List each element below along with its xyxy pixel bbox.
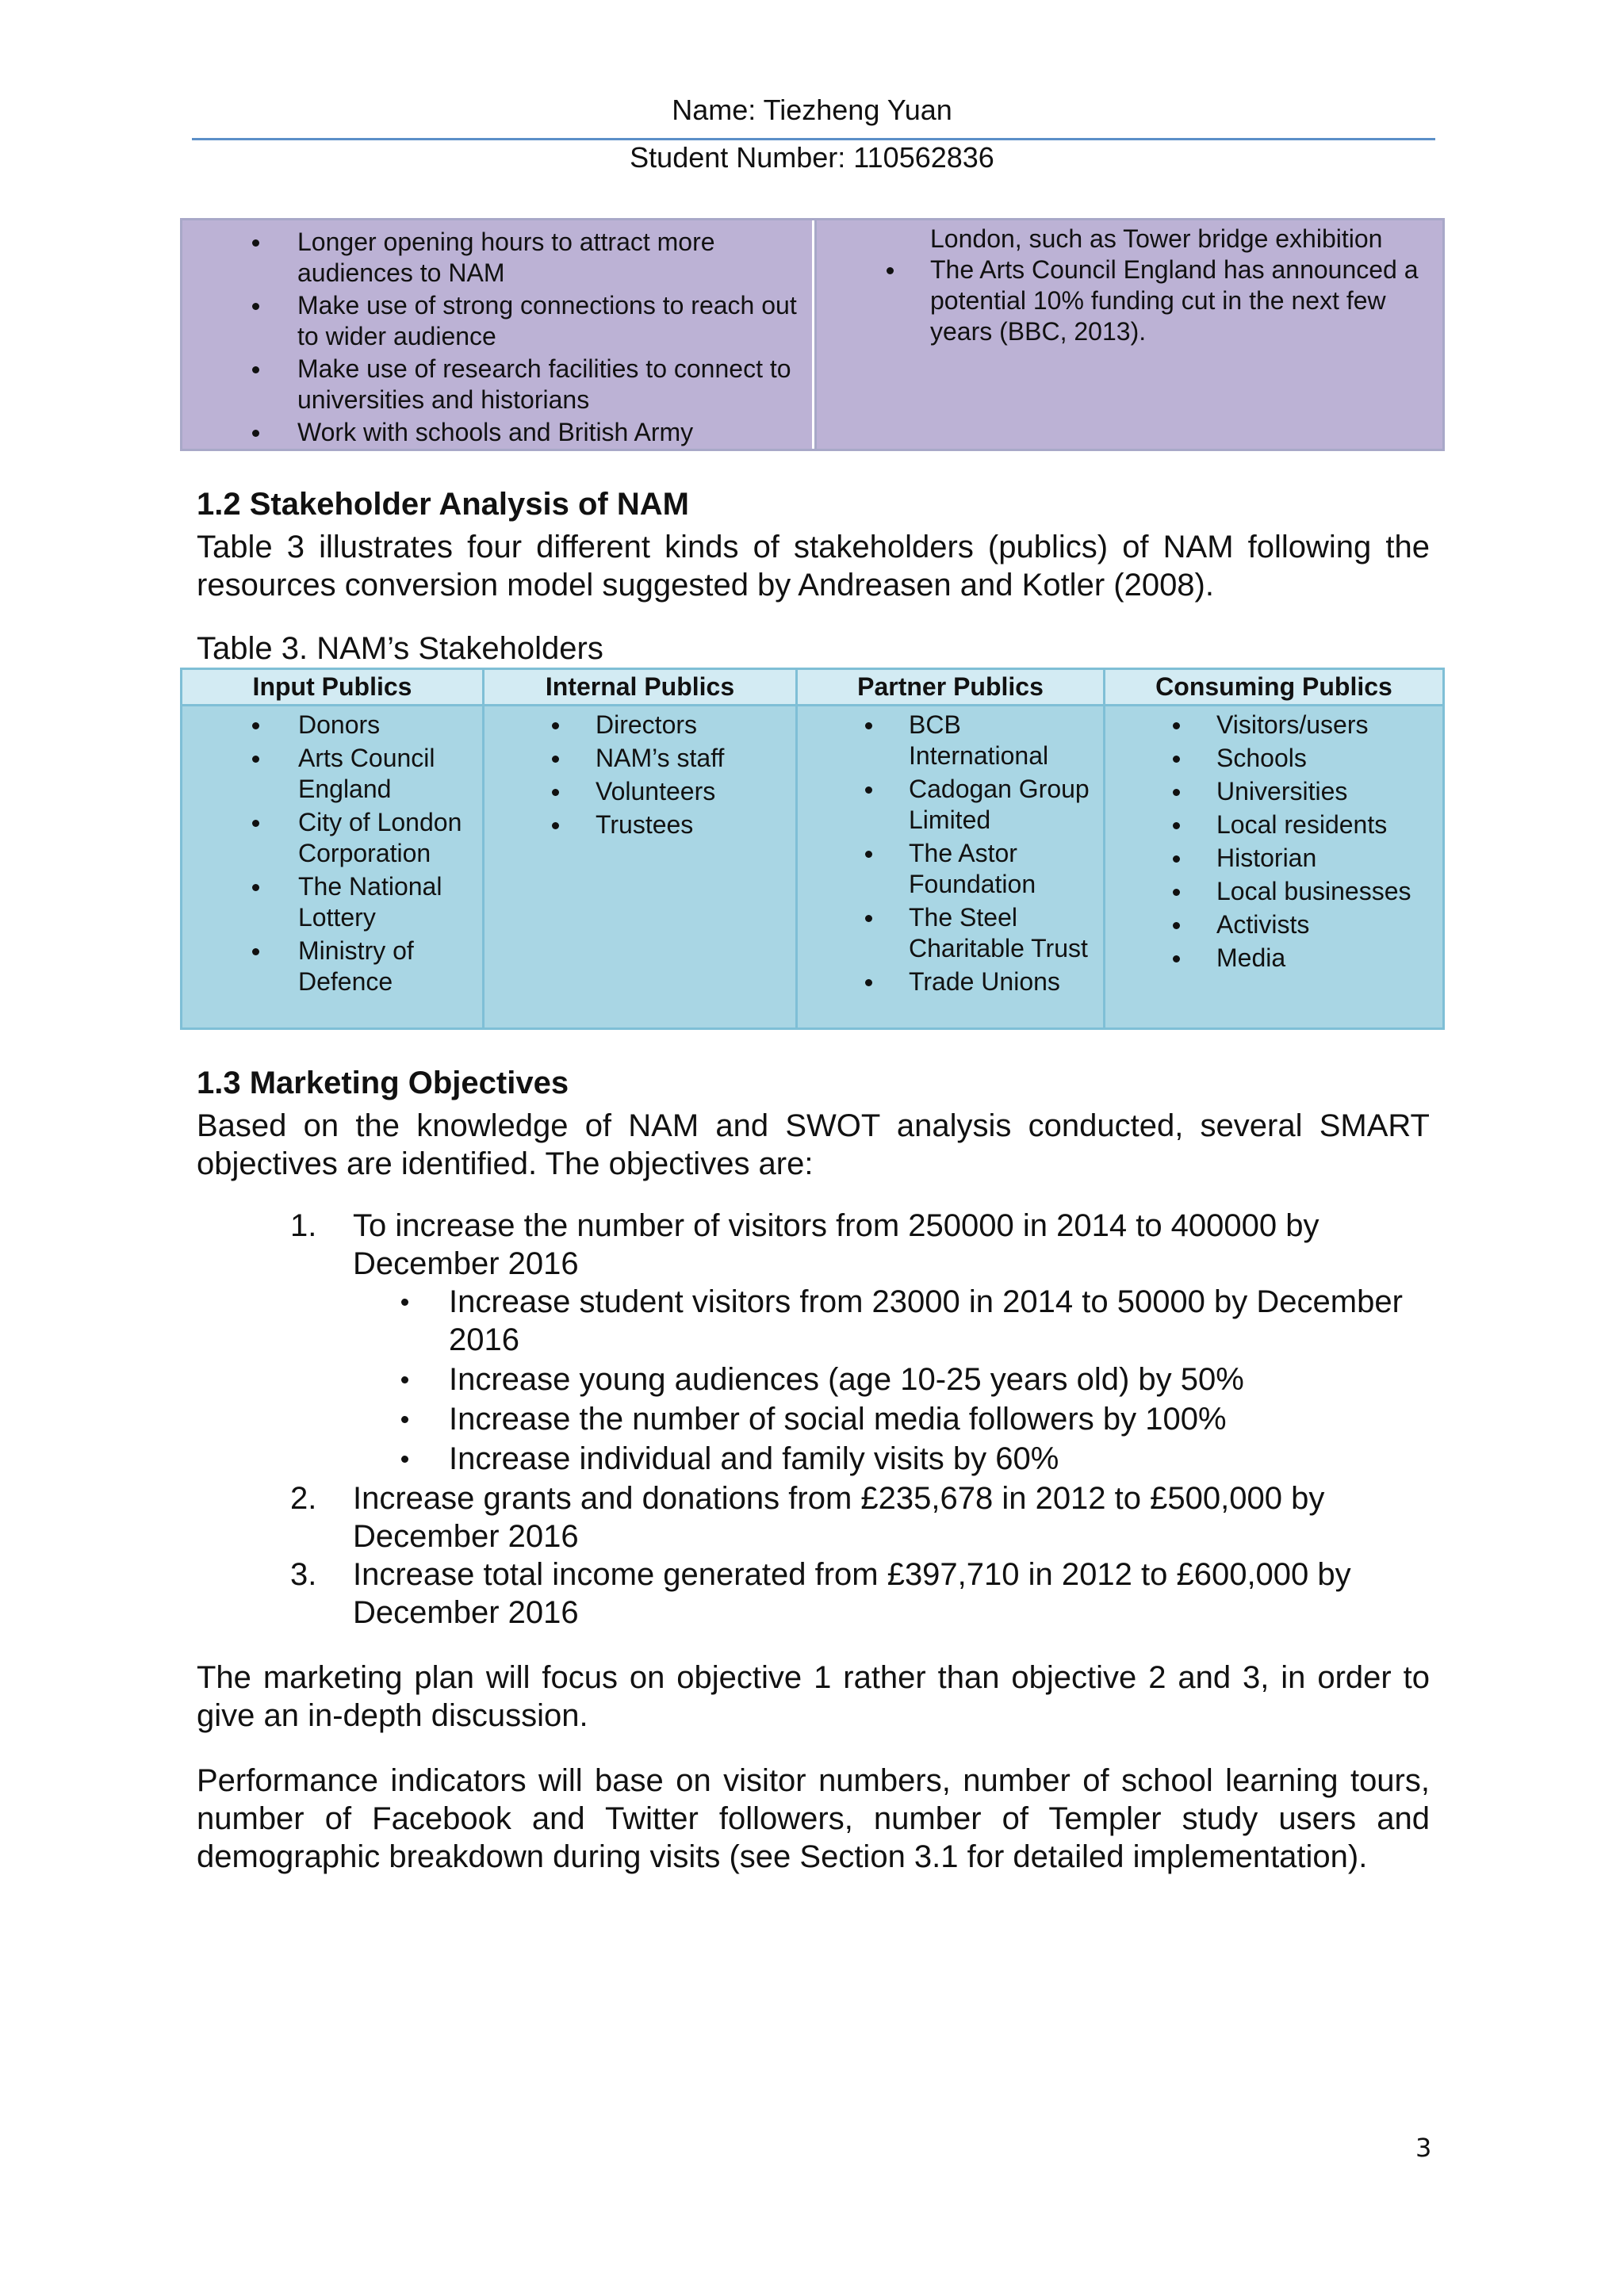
swot-list-item bbox=[182, 417, 812, 448]
bullet-icon bbox=[252, 303, 259, 310]
bullet-icon bbox=[552, 789, 559, 796]
stakeholder-item-text: Universities bbox=[1216, 777, 1348, 806]
kpi-paragraph: Performance indicators will base on visitor numbers, number of school learning tours, number of Facebook and Twitter followers, number of Templer study users and demographic breakdown during visits (see Section 3.1 for detailed implementation). bbox=[197, 1763, 1430, 1874]
column-consuming-publics bbox=[1105, 706, 1442, 1027]
bullet-icon bbox=[865, 722, 872, 729]
stakeholder-item bbox=[485, 710, 795, 740]
section-heading-objectives: 1.3 Marketing Objectives bbox=[197, 1066, 569, 1100]
column-header-consuming: Consuming Publics bbox=[1155, 672, 1392, 701]
swot-table-continuation bbox=[180, 218, 1445, 451]
focus-paragraph: The marketing plan will focus on objective 1 rather than objective 2 and 3, in order to give an in-depth discussion. bbox=[197, 1660, 1430, 1733]
column-header-partner: Partner Publics bbox=[798, 670, 1105, 704]
stakeholder-item-text: Ministry of Defence bbox=[298, 936, 414, 996]
stakeholder-item-text: The National Lottery bbox=[298, 872, 442, 932]
stakeholder-item-text: The Steel Charitable Trust bbox=[909, 903, 1088, 962]
bullet-icon bbox=[1173, 855, 1180, 863]
swot-list-item bbox=[182, 354, 812, 415]
bullet-icon bbox=[865, 979, 872, 986]
objective-sub-item bbox=[197, 1360, 1434, 1399]
bullet-icon bbox=[252, 948, 259, 955]
objective-sub-text: Increase individual and family visits by 60% bbox=[449, 1441, 1059, 1476]
stakeholder-item bbox=[485, 743, 795, 774]
bullet-icon bbox=[1173, 889, 1180, 896]
bullet-icon bbox=[552, 722, 559, 729]
objectives-list bbox=[197, 1207, 1434, 1632]
stakeholder-item bbox=[182, 743, 482, 805]
bullet-icon bbox=[1173, 756, 1180, 763]
bullet-icon bbox=[552, 822, 559, 829]
stakeholder-item-text: City of London Corporation bbox=[298, 808, 462, 867]
stakeholder-item bbox=[485, 809, 795, 840]
header-name: Name: Tiezheng Yuan bbox=[672, 94, 952, 126]
stakeholder-item bbox=[798, 710, 1103, 771]
stakeholder-item bbox=[798, 902, 1103, 964]
stakeholder-item bbox=[1105, 876, 1442, 907]
stakeholder-item bbox=[1105, 710, 1442, 740]
swot-list-item bbox=[182, 227, 812, 289]
page-number: 3 bbox=[1415, 2133, 1432, 2163]
bullet-icon bbox=[401, 1416, 408, 1423]
stakeholder-item-text: The Astor Foundation bbox=[909, 839, 1036, 898]
stakeholder-item-text: BCB International bbox=[909, 710, 1049, 770]
stakeholder-item-text: Schools bbox=[1216, 744, 1307, 772]
header-divider bbox=[192, 138, 1435, 140]
objective-sub-text: Increase the number of social media followers by 100% bbox=[449, 1402, 1227, 1437]
bullet-icon bbox=[1173, 922, 1180, 929]
stakeholder-item-text: Visitors/users bbox=[1216, 710, 1369, 739]
bullet-icon bbox=[1173, 822, 1180, 829]
bullet-icon bbox=[552, 756, 559, 763]
bullet-icon bbox=[1173, 955, 1180, 962]
objective-text: Increase total income generated from £397,710 in 2012 to £600,000 by December 2016 bbox=[353, 1557, 1351, 1630]
objective-sub-item bbox=[197, 1283, 1434, 1359]
bullet-icon bbox=[401, 1456, 408, 1463]
objective-item bbox=[197, 1207, 1434, 1283]
swot-list-item-text: Longer opening hours to attract more audiences to NAM bbox=[297, 228, 715, 287]
table-caption: Table 3. NAM’s Stakeholders bbox=[197, 631, 603, 666]
stakeholder-item-text: Historian bbox=[1216, 844, 1317, 872]
column-header-internal: Internal Publics bbox=[485, 670, 798, 704]
bullet-icon bbox=[865, 851, 872, 858]
stakeholder-item bbox=[798, 966, 1103, 997]
column-input-publics bbox=[182, 706, 485, 1027]
column-internal-publics bbox=[485, 706, 798, 1027]
bullet-icon bbox=[252, 884, 259, 891]
bullet-icon bbox=[401, 1299, 408, 1306]
objective-number: 2. bbox=[290, 1481, 317, 1516]
stakeholders-table-header bbox=[182, 670, 1442, 706]
stakeholder-item bbox=[1105, 843, 1442, 874]
stakeholder-item-text: Arts Council England bbox=[298, 744, 435, 803]
stakeholder-item-text: Trade Unions bbox=[909, 967, 1060, 996]
bullet-icon bbox=[887, 267, 894, 274]
stakeholder-item bbox=[182, 871, 482, 933]
section-heading-stakeholders: 1.2 Stakeholder Analysis of NAM bbox=[197, 487, 689, 522]
stakeholder-item-text: Donors bbox=[298, 710, 381, 739]
stakeholder-item bbox=[1105, 943, 1442, 974]
stakeholder-item bbox=[1105, 909, 1442, 940]
stakeholder-item bbox=[798, 838, 1103, 900]
stakeholder-item bbox=[1105, 776, 1442, 807]
stakeholder-item-text: Media bbox=[1216, 943, 1286, 972]
stakeholder-item-text: Local businesses bbox=[1216, 877, 1411, 905]
swot-opportunities-cell bbox=[182, 220, 814, 449]
stakeholder-item-text: Local residents bbox=[1216, 810, 1388, 839]
bullet-icon bbox=[252, 239, 259, 247]
stakeholders-table bbox=[180, 668, 1445, 1030]
objective-sub-text: Increase young audiences (age 10-25 years old) by 50% bbox=[449, 1362, 1244, 1397]
objective-text: To increase the number of visitors from 250000 in 2014 to 400000 by December 2016 bbox=[353, 1208, 1320, 1281]
bullet-icon bbox=[252, 722, 259, 729]
objective-text: Increase grants and donations from £235,678 in 2012 to £500,000 by December 2016 bbox=[353, 1481, 1325, 1554]
objectives-intro: Based on the knowledge of NAM and SWOT analysis conducted, several SMART objectives are identified. The objectives are: bbox=[197, 1108, 1430, 1181]
stakeholder-item bbox=[1105, 809, 1442, 840]
swot-list-item-text: The Arts Council England has announced a potential 10% funding cut in the next few years (BBC, 2013). bbox=[930, 255, 1419, 346]
stakeholder-item-text: Cadogan Group Limited bbox=[909, 775, 1090, 834]
stakeholder-item-text: Trustees bbox=[596, 810, 694, 839]
header-student-number: Student Number: 110562836 bbox=[630, 141, 994, 174]
stakeholder-item-text: NAM’s staff bbox=[596, 744, 725, 772]
swot-list-item bbox=[182, 290, 812, 352]
stakeholder-item bbox=[798, 774, 1103, 836]
swot-list-item-text: Make use of research facilities to connect to universities and historians bbox=[297, 354, 791, 414]
swot-threat-continuation: London, such as Tower bridge exhibition bbox=[930, 224, 1383, 253]
bullet-icon bbox=[1173, 789, 1180, 796]
swot-list-item-text: Make use of strong connections to reach out to wider audience bbox=[297, 291, 797, 350]
stakeholder-item bbox=[182, 807, 482, 869]
bullet-icon bbox=[252, 430, 259, 437]
stakeholder-item bbox=[1105, 743, 1442, 774]
bullet-icon bbox=[252, 366, 259, 373]
column-partner-publics bbox=[798, 706, 1105, 1027]
objective-number: 3. bbox=[290, 1557, 317, 1592]
stakeholder-item bbox=[182, 936, 482, 997]
objective-sub-item bbox=[197, 1440, 1434, 1478]
stakeholder-item bbox=[182, 710, 482, 740]
swot-threats-cell bbox=[814, 220, 1442, 449]
swot-list-item-text: Work with schools and British Army bbox=[297, 418, 694, 446]
stakeholders-paragraph: Table 3 illustrates four different kinds of stakeholders (publics) of NAM following the resources conversion model suggested by Andreasen and Kotler (2008). bbox=[197, 530, 1430, 603]
objective-number: 1. bbox=[290, 1208, 317, 1243]
objective-sub-text: Increase student visitors from 23000 in 2014 to 50000 by December 2016 bbox=[449, 1284, 1403, 1357]
bullet-icon bbox=[252, 820, 259, 827]
objective-sub-item bbox=[197, 1400, 1434, 1438]
bullet-icon bbox=[1173, 722, 1180, 729]
column-header-input: Input Publics bbox=[182, 670, 485, 704]
swot-list-item bbox=[817, 254, 1442, 347]
stakeholder-item-text: Directors bbox=[596, 710, 698, 739]
bullet-icon bbox=[865, 786, 872, 794]
stakeholder-item-text: Volunteers bbox=[596, 777, 716, 806]
bullet-icon bbox=[865, 915, 872, 922]
bullet-icon bbox=[252, 756, 259, 763]
stakeholder-item-text: Activists bbox=[1216, 910, 1310, 939]
objective-item bbox=[197, 1556, 1434, 1632]
objective-item bbox=[197, 1479, 1434, 1556]
bullet-icon bbox=[401, 1376, 408, 1383]
stakeholder-item bbox=[485, 776, 795, 807]
